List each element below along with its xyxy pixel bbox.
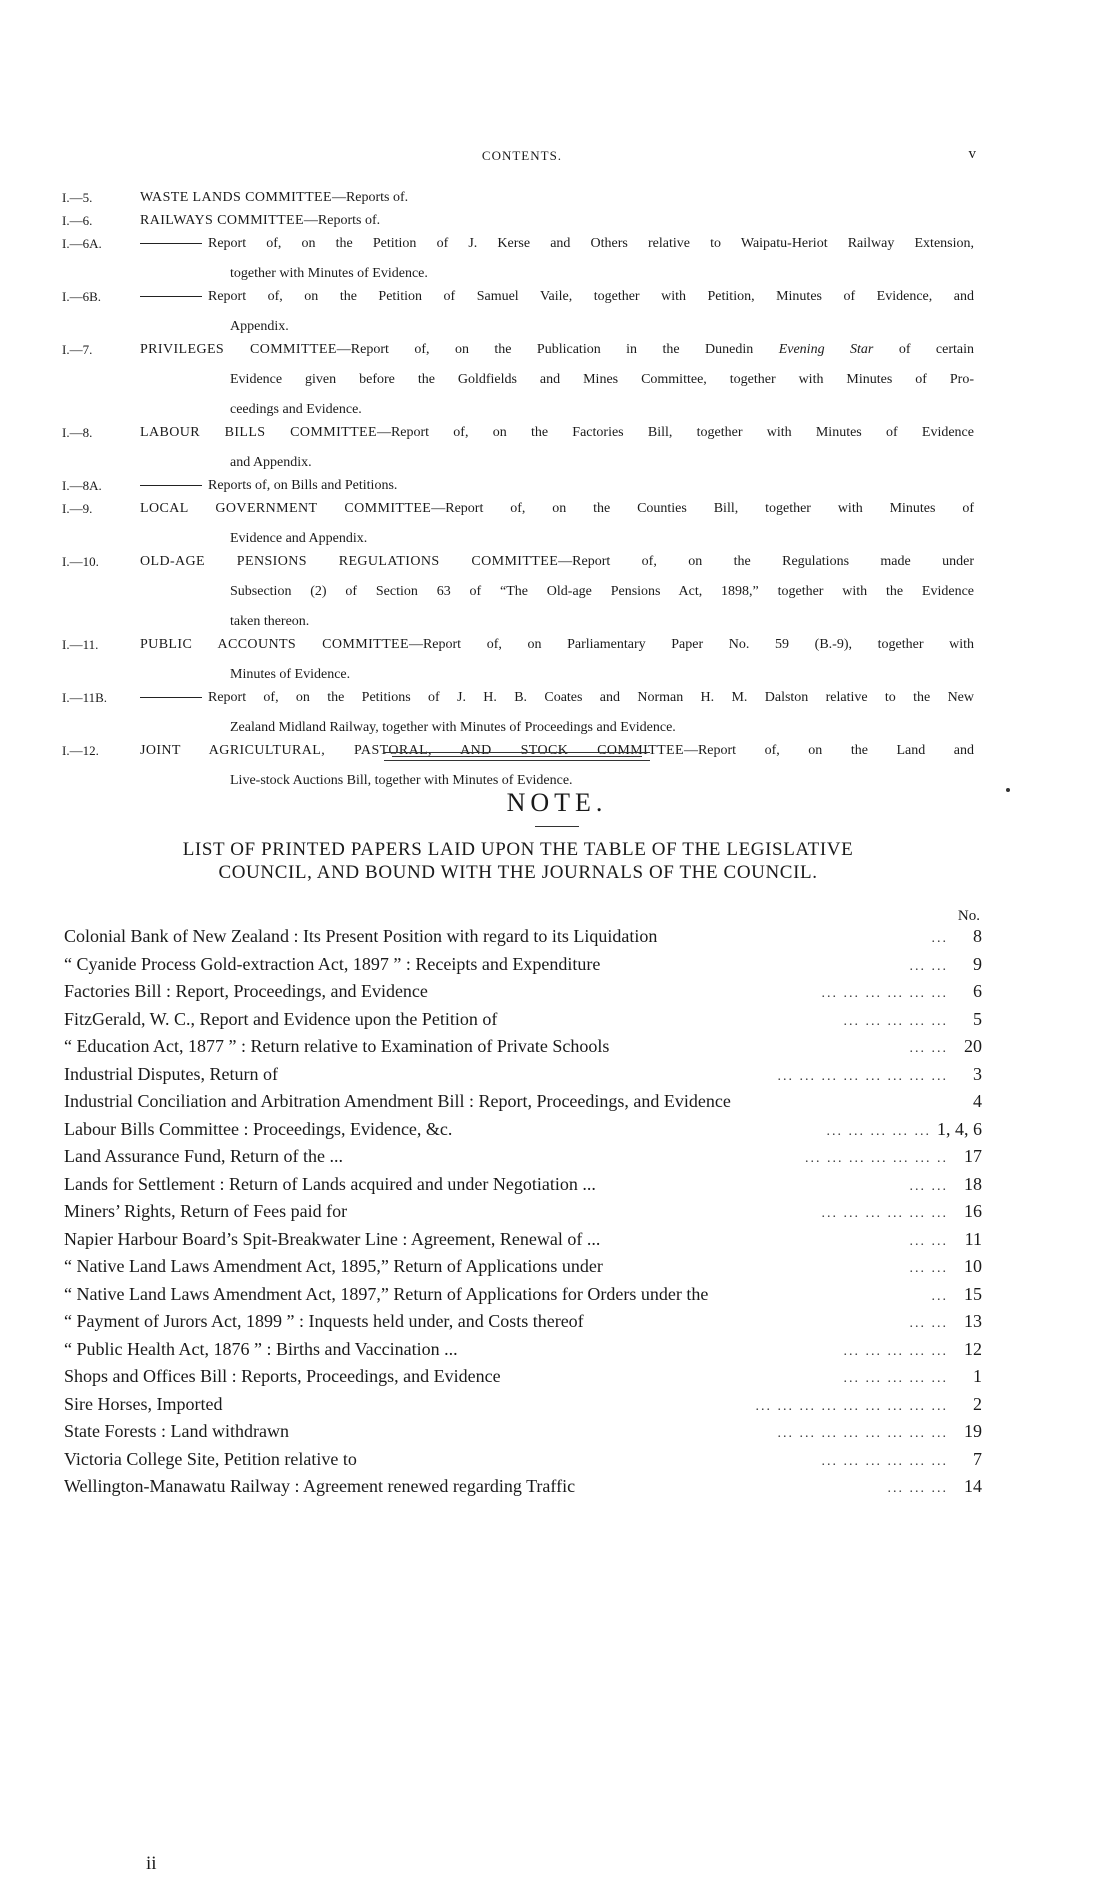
page-mark: ii: [146, 1853, 157, 1874]
page-numeral: v: [968, 146, 976, 162]
paper-title: Colonial Bank of New Zealand : Its Present Position with regard to its Liquidation: [64, 926, 658, 946]
paper-number: 18: [964, 1173, 982, 1194]
entry-continuation: Subsection (2) of Section 63 of “The Old-age Pensions Act, 1898,” together with the Evidence: [230, 584, 974, 599]
list-item: [64, 1009, 982, 1037]
ditto-dash: [140, 296, 202, 297]
paper-number: 20: [964, 1036, 982, 1056]
list-item: [64, 1476, 982, 1504]
dot-leader: ... ... ... ... ...: [843, 1371, 948, 1386]
paper-number: 8: [973, 926, 982, 946]
entry-text: Report of, on the Petitions of J. H. B. Coates and Norman H. M. Dalston relative to the New: [208, 690, 974, 705]
dot-leader: ... ... ... ... ... ...: [821, 986, 948, 1001]
paper-number: 16: [964, 1201, 982, 1221]
print-speck: [1006, 788, 1010, 792]
paper-number: 14: [964, 1476, 982, 1496]
list-item: [64, 1394, 982, 1422]
contents-entry: [62, 213, 974, 228]
list-item: [64, 1091, 982, 1119]
number-column-header: No.: [957, 908, 980, 924]
paper-title: Victoria College Site, Petition relative to: [64, 1448, 357, 1469]
ditto-dash: [140, 485, 202, 486]
paper-number: 2: [973, 1393, 982, 1414]
paper-number: 6: [973, 981, 982, 1001]
contents-list: [62, 190, 974, 796]
note-heading: NOTE.: [506, 788, 608, 817]
paper-number: 4: [973, 1091, 982, 1111]
dot-leader: ... ... ... ... ... ... ..: [805, 1151, 948, 1166]
dot-leader: ... ...: [909, 1233, 948, 1249]
paper-title: “ Native Land Laws Amendment Act, 1897,” Return of Applications for Orders under the: [64, 1283, 709, 1304]
paper-number: 9: [973, 953, 982, 974]
paper-code: I.—6B.: [62, 289, 101, 304]
ditto-dash: [140, 697, 202, 698]
paper-title: Industrial Conciliation and Arbitration Amendment Bill : Report, Proceedings, and Evidence: [64, 1091, 731, 1111]
list-item: [64, 981, 982, 1009]
committee-name: WASTE LANDS COMMITTEE: [140, 190, 332, 205]
entry-continuation: taken thereon.: [230, 614, 310, 629]
entry-text: Reports of, on Bills and Petitions.: [208, 478, 398, 493]
dot-leader: ... ... ... ... ... ... ... ... ...: [755, 1398, 948, 1414]
contents-entry: [62, 478, 974, 493]
entry-text-tail: of certain: [898, 342, 975, 357]
paper-title: State Forests : Land withdrawn: [64, 1421, 289, 1441]
contents-entry: [62, 743, 974, 788]
entry-text: —Report of, on Parliamentary Paper No. 59 (B.-9), together with: [408, 637, 975, 652]
paper-number: 19: [964, 1421, 982, 1441]
note-subtitle: [62, 838, 974, 884]
ditto-dash: [140, 243, 202, 244]
paper-number: 5: [973, 1008, 982, 1029]
note-subtitle-line: COUNCIL, AND BOUND WITH THE JOURNALS OF THE COUNCIL.: [218, 862, 818, 883]
list-item: [64, 1201, 982, 1229]
entry-continuation: Evidence and Appendix.: [230, 531, 368, 546]
dot-leader: ... ...: [909, 1261, 948, 1276]
paper-number: 1: [973, 1366, 982, 1386]
entry-text: —Report of, on the Counties Bill, together with Minutes of: [431, 501, 974, 516]
divider-rule: [384, 760, 650, 761]
entry-continuation: Live-stock Auctions Bill, together with Minutes of Evidence.: [230, 773, 573, 788]
committee-name: PUBLIC ACCOUNTS COMMITTEE: [140, 637, 409, 652]
paper-number: 3: [973, 1063, 982, 1084]
paper-title: Wellington-Manawatu Railway : Agreement renewed regarding Traffic: [64, 1476, 576, 1496]
committee-name: PRIVILEGES COMMITTEE: [140, 342, 337, 357]
paper-number: 7: [973, 1448, 982, 1469]
entry-continuation: and Appendix.: [230, 455, 312, 470]
paper-code: I.—12.: [62, 743, 99, 758]
entry-continuation: Zealand Midland Railway, together with Minutes of Proceedings and Evidence.: [230, 720, 676, 735]
entry-continuation: together with Minutes of Evidence.: [230, 266, 428, 281]
dot-leader: ... ... ... ... ...: [826, 1123, 931, 1139]
list-item: [64, 1284, 982, 1312]
paper-number: 1, 4, 6: [937, 1118, 982, 1139]
entry-text: —Report of, on the Regulations made under: [558, 554, 975, 569]
paper-code: I.—8.: [62, 425, 93, 440]
contents-entry: [62, 690, 974, 735]
entry-continuation: ceedings and Evidence.: [230, 402, 362, 417]
heading-underline: [535, 826, 579, 827]
dot-leader: ... ... ...: [887, 1481, 948, 1496]
contents-entry: [62, 501, 974, 546]
dot-leader: ... ...: [909, 958, 948, 974]
dot-leader: ...: [931, 1288, 948, 1304]
list-item: [64, 1064, 982, 1092]
dot-leader: ...: [931, 931, 948, 946]
paper-number: 11: [964, 1228, 982, 1249]
dot-leader: ... ... ... ... ... ... ... ...: [777, 1068, 948, 1084]
contents-entry: [62, 190, 974, 205]
paper-title: FitzGerald, W. C., Report and Evidence upon the Petition of: [64, 1008, 498, 1029]
paper-number: 13: [964, 1311, 982, 1331]
entry-text: —Report of, on the Publication in the Dunedin: [336, 342, 754, 357]
paper-title: “ Cyanide Process Gold-extraction Act, 1897 ” : Receipts and Expenditure: [64, 953, 601, 974]
paper-title: Miners’ Rights, Return of Fees paid for: [64, 1201, 348, 1221]
contents-title: CONTENTS.: [481, 148, 563, 163]
paper-title: Shops and Offices Bill : Reports, Proceedings, and Evidence: [64, 1366, 501, 1386]
paper-title: Labour Bills Committee : Proceedings, Evidence, &c.: [64, 1118, 453, 1139]
paper-title: “ Public Health Act, 1876 ” : Births and Vaccination ...: [64, 1338, 458, 1359]
contents-entry: [62, 554, 974, 629]
paper-code: I.—11.: [62, 637, 99, 652]
paper-number: 12: [964, 1338, 982, 1359]
committee-name: LOCAL GOVERNMENT COMMITTEE: [140, 501, 432, 516]
paper-title: Land Assurance Fund, Return of the ...: [64, 1146, 343, 1166]
entry-text: —Reports of.: [331, 190, 409, 205]
printed-papers-list: [64, 908, 982, 1504]
contents-entry: [62, 342, 974, 417]
dot-leader: ... ... ... ... ... ... ... ...: [777, 1426, 948, 1441]
list-item: [64, 1366, 982, 1394]
list-item: [64, 1311, 982, 1339]
entry-text: —Reports of.: [303, 213, 381, 228]
paper-title: “ Payment of Jurors Act, 1899 ” : Inquests held under, and Costs thereof: [64, 1311, 584, 1331]
paper-code: I.—5.: [62, 190, 93, 205]
paper-title: Lands for Settlement : Return of Lands acquired and under Negotiation ...: [64, 1173, 596, 1194]
dot-leader: ... ... ... ... ... ...: [821, 1453, 948, 1469]
paper-title: “ Education Act, 1877 ” : Return relative to Examination of Private Schools: [64, 1036, 610, 1056]
contents-entry: [62, 425, 974, 470]
dot-leader: ... ... ... ... ...: [843, 1013, 948, 1029]
list-item: [64, 1119, 982, 1147]
paper-number: 10: [964, 1256, 982, 1276]
list-item: [64, 1256, 982, 1284]
paper-code: I.—7.: [62, 342, 93, 357]
paper-code: I.—8A.: [62, 478, 102, 493]
committee-name: OLD-AGE PENSIONS REGULATIONS COMMITTEE: [140, 554, 559, 569]
paper-title: Sire Horses, Imported: [64, 1393, 223, 1414]
entry-continuation: Evidence given before the Goldfields and Mines Committee, together with Minutes of Pro-: [230, 372, 974, 387]
committee-name: RAILWAYS COMMITTEE: [140, 213, 304, 228]
entry-text: Report of, on the Petition of Samuel Vaile, together with Petition, Minutes of Evidence, and: [208, 289, 974, 304]
paper-title: Napier Harbour Board’s Spit-Breakwater Line : Agreement, Renewal of ...: [64, 1228, 601, 1249]
committee-name: LABOUR BILLS COMMITTEE: [140, 425, 377, 440]
paper-title: “ Native Land Laws Amendment Act, 1895,” Return of Applications under: [64, 1256, 603, 1276]
list-item: [64, 1036, 982, 1064]
dot-leader: ... ...: [909, 1316, 948, 1331]
paper-title: Industrial Disputes, Return of: [64, 1063, 278, 1084]
list-item: [64, 1449, 982, 1477]
list-item: [64, 1174, 982, 1202]
paper-code: I.—11B.: [62, 690, 108, 705]
page-header: [62, 148, 982, 168]
note-subtitle-line: LIST OF PRINTED PAPERS LAID UPON THE TABLE OF THE LEGISLATIVE: [182, 839, 854, 860]
list-item: [64, 1339, 982, 1367]
paper-code: I.—6A.: [62, 236, 102, 251]
dot-leader: ... ... ... ... ... ...: [821, 1206, 948, 1221]
contents-entry: [62, 289, 974, 334]
divider-rule: [384, 752, 650, 753]
newspaper-title: Evening Star: [778, 342, 874, 357]
entry-continuation: Minutes of Evidence.: [230, 667, 351, 682]
divider-rule: [392, 756, 642, 757]
paper-title: Factories Bill : Report, Proceedings, and Evidence: [64, 981, 428, 1001]
paper-code: I.—9.: [62, 501, 93, 516]
dot-leader: ... ...: [909, 1041, 948, 1056]
list-item: [64, 1146, 982, 1174]
list-item: [64, 1421, 982, 1449]
entry-text: —Report of, on the Land and: [683, 743, 974, 758]
paper-number: 15: [964, 1283, 982, 1304]
dot-leader: ... ... ... ... ...: [843, 1343, 948, 1359]
list-item: [64, 1229, 982, 1257]
contents-entry: [62, 236, 974, 281]
entry-text: Report of, on the Petition of J. Kerse and Others relative to Waipatu-Heriot Railway Extension,: [208, 236, 974, 251]
list-item: [64, 954, 982, 982]
entry-continuation: Appendix.: [230, 319, 289, 334]
entry-text: —Report of, on the Factories Bill, together with Minutes of Evidence: [376, 425, 974, 440]
paper-code: I.—10.: [62, 554, 99, 569]
dot-leader: ... ...: [909, 1178, 948, 1194]
paper-code: I.—6.: [62, 213, 93, 228]
committee-name: JOINT AGRICULTURAL, PASTORAL, AND STOCK COMMITTEE: [140, 743, 684, 758]
contents-entry: [62, 637, 974, 682]
list-item: [64, 926, 982, 954]
paper-number: 17: [964, 1146, 982, 1166]
